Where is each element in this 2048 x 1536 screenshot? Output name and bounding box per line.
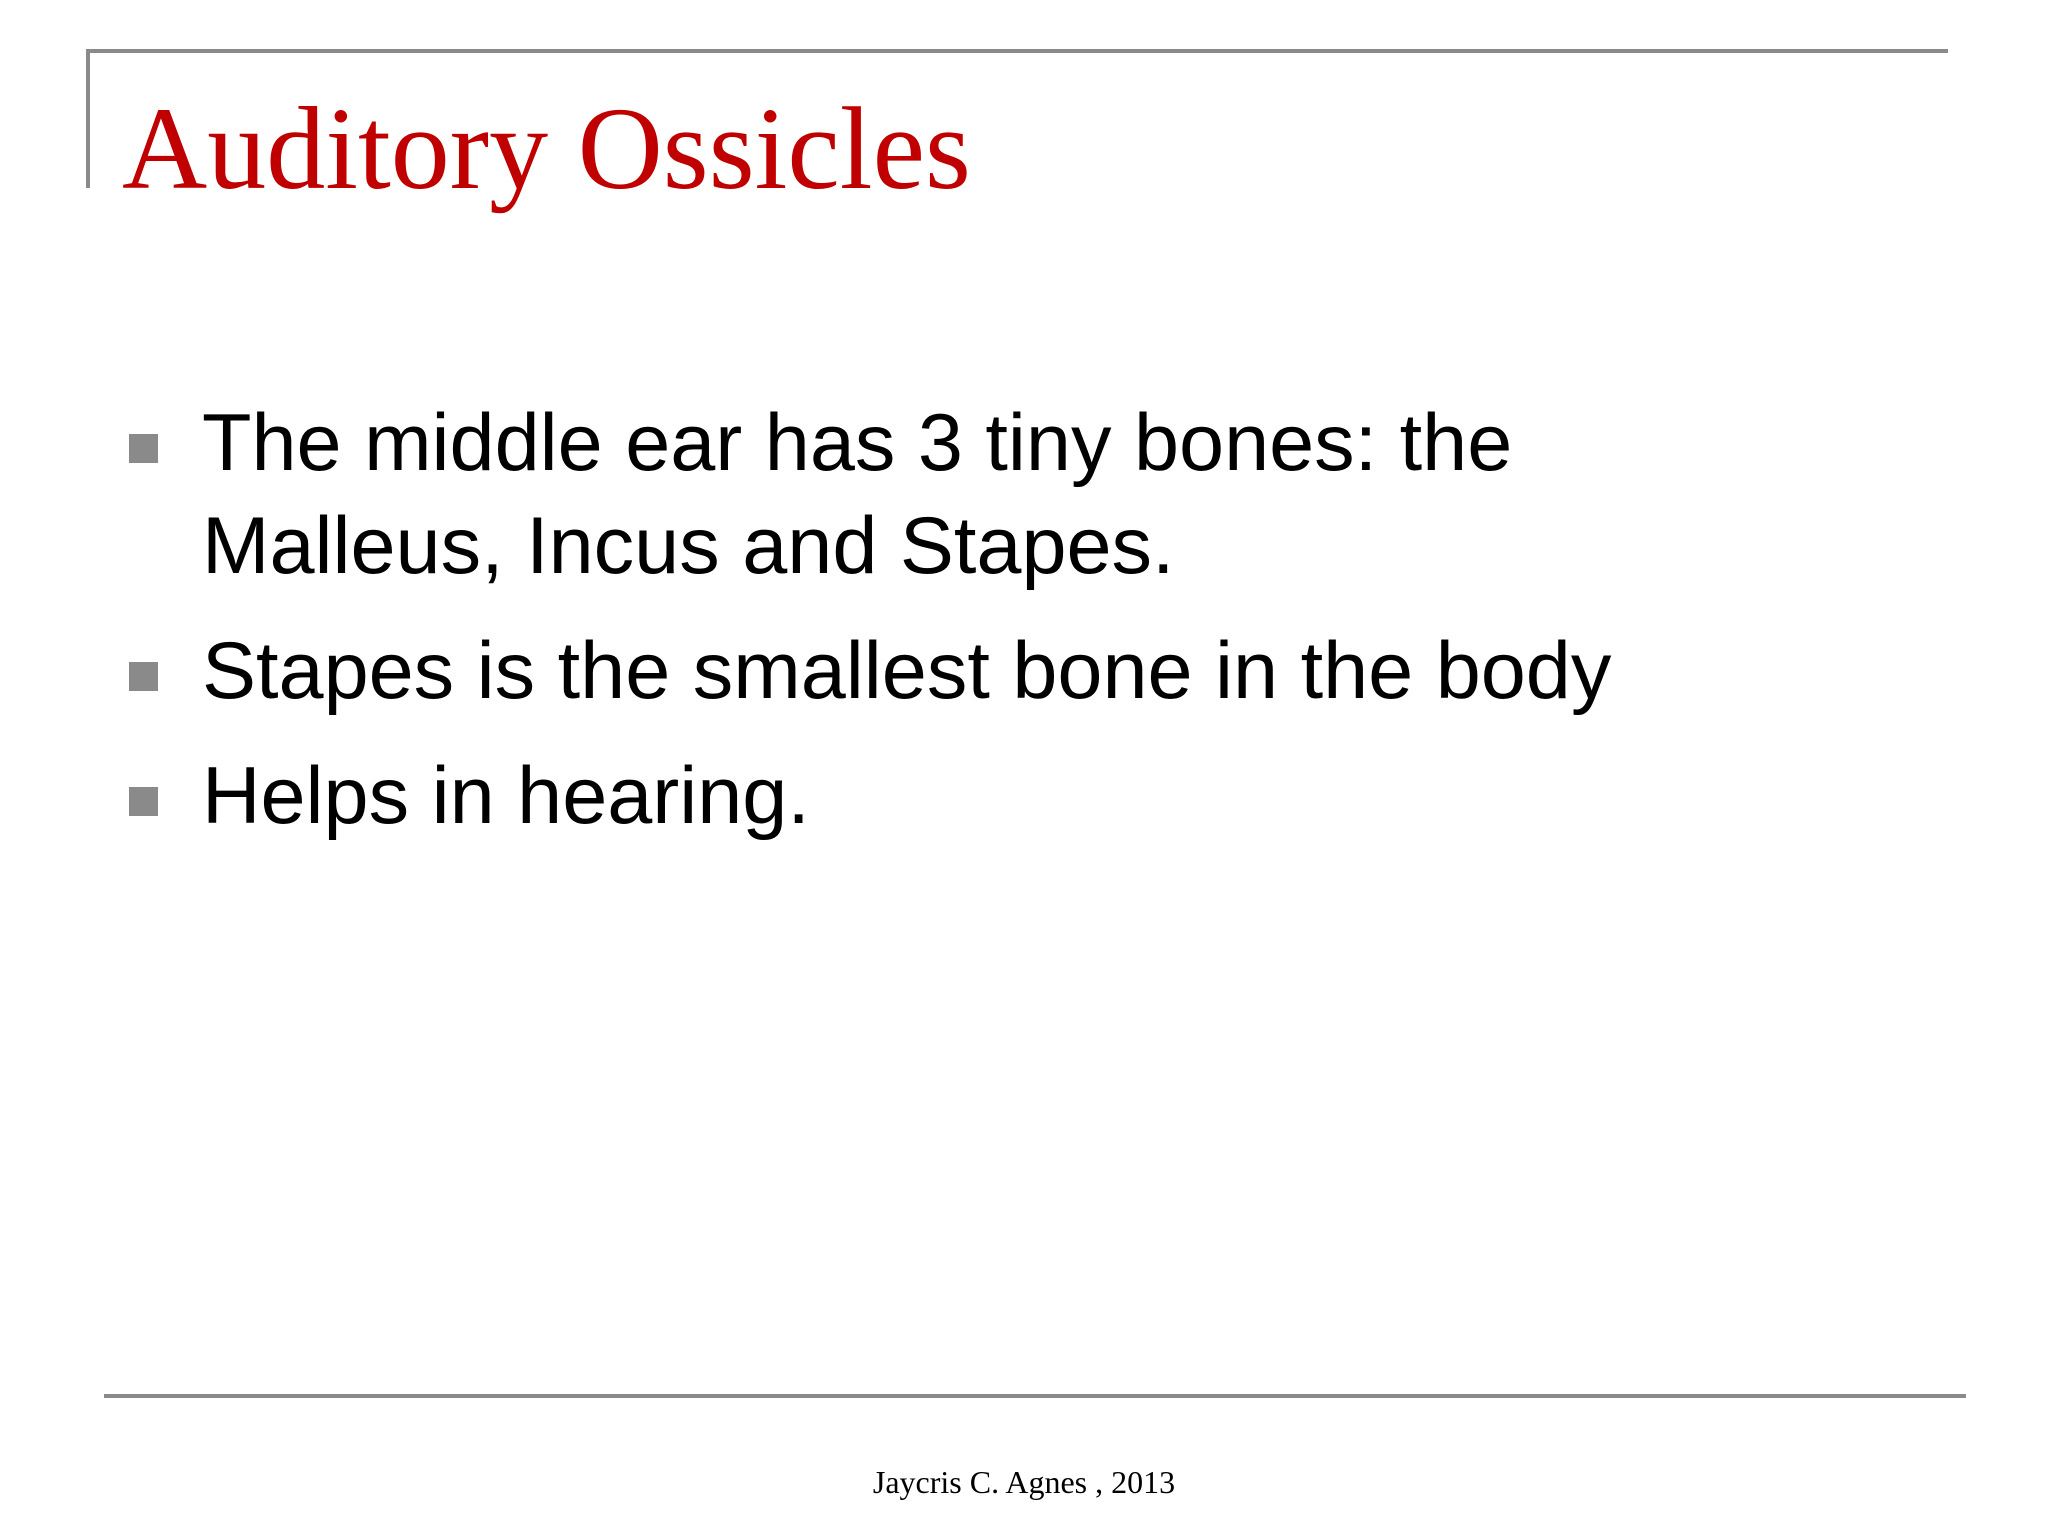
bullet-item [126,745,1826,848]
bullet-list [126,392,1826,870]
slide-title: Auditory Ossicles [122,83,971,214]
square-bullet-icon [129,434,158,463]
footer-divider [104,1394,1966,1398]
square-bullet-icon [129,787,158,816]
bullet-item [126,620,1826,723]
footer-credit: Jaycris C. Agnes , 2013 [872,1464,1176,1500]
bullet-item [126,392,1826,598]
square-bullet-icon [129,662,158,691]
title-frame-left-rule [86,49,90,188]
bullet-text: Stapes is the smallest bone in the body [202,626,1612,716]
title-frame-top-rule [86,49,1948,53]
bullet-text: The middle ear has 3 tiny bones: the Malleus, Incus and Stapes. [202,398,1513,591]
bullet-text: Helps in hearing. [202,751,810,841]
